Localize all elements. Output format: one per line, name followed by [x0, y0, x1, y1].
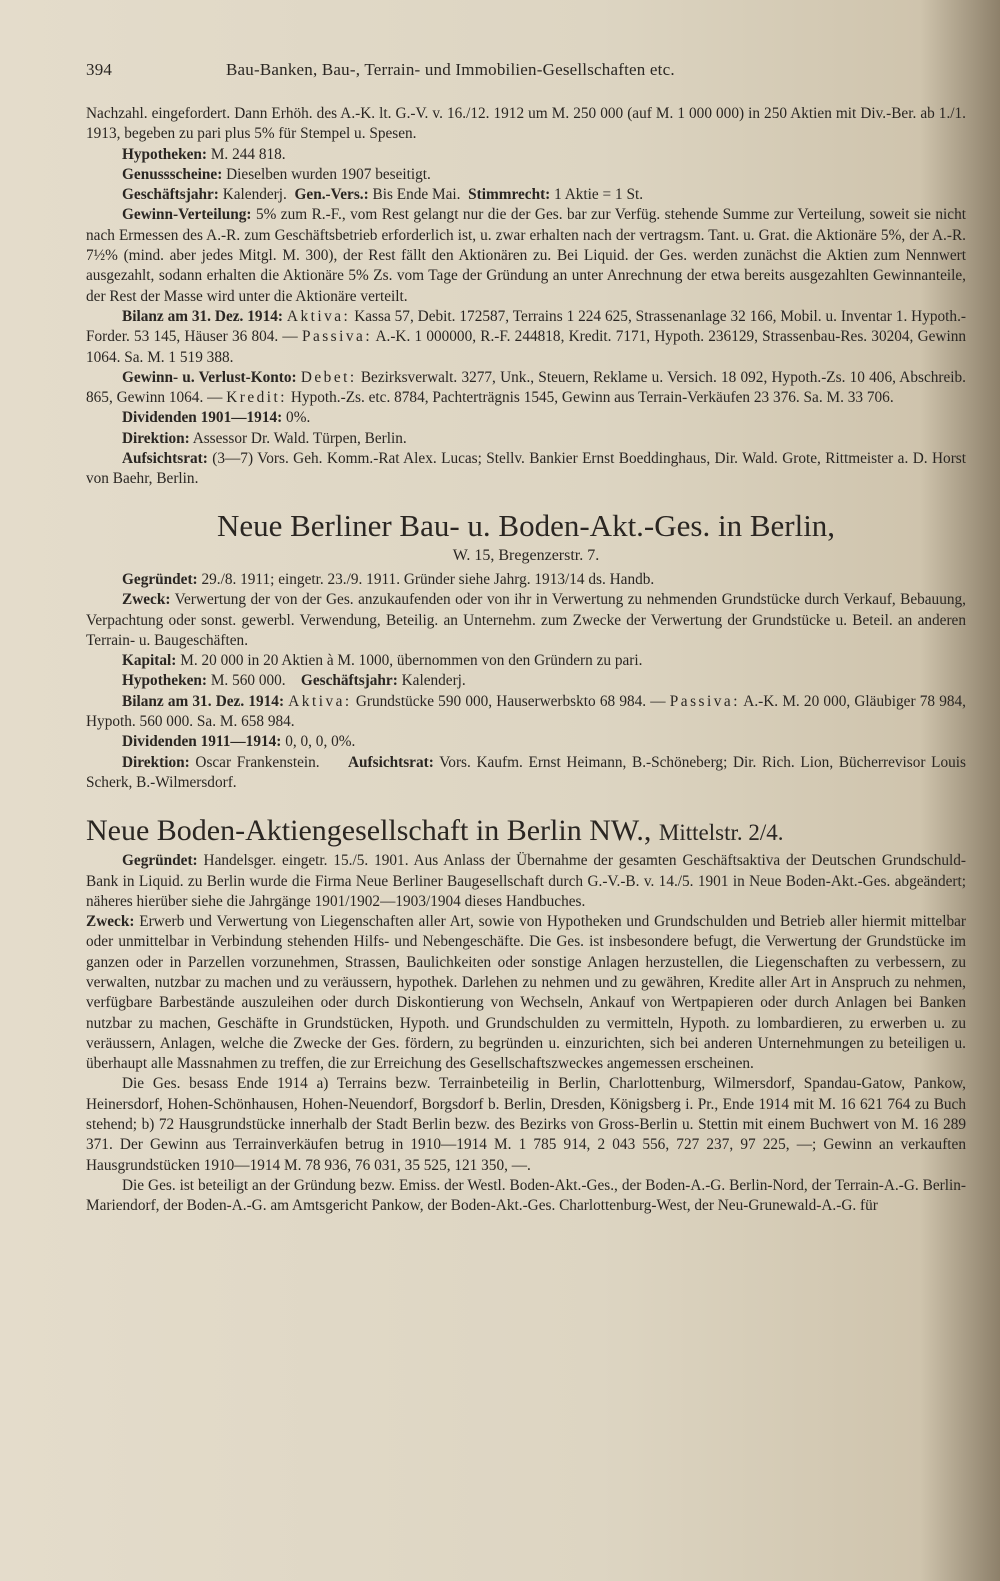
entry2-hypotheken	[86, 671, 966, 691]
entry1-gewinn-verteilung	[86, 205, 966, 306]
label: Aufsichtsrat:	[122, 450, 208, 468]
entry1-genussscheine	[86, 165, 966, 185]
label: Gegründet:	[122, 852, 198, 870]
value: 1 Aktie = 1 St.	[554, 186, 644, 204]
label: Geschäftsjahr:	[122, 186, 219, 204]
entry2-zweck	[86, 590, 966, 651]
label: Kapital:	[122, 652, 177, 670]
value: Bis Ende Mai.	[372, 186, 461, 204]
entry2-title: Neue Berliner Bau- u. Boden-Akt.-Ges. in Berlin,	[216, 507, 836, 543]
label: Stimmrecht:	[468, 186, 551, 204]
entry3-beteiligungen: Die Ges. ist beteiligt an der Gründung bezw. Emiss. der Westl. Boden-Akt.-Ges., der Boden-A.-G. Berlin-Nord, der Terrain-A.-G. Berlin-Mariendorf, der Boden-A.-G. am Amtsgericht Pankow, der Boden-Akt.-Ges. Charlottenburg-West, der Neu-Grunewald-A.-G. für	[86, 1176, 966, 1215]
label: Zweck:	[122, 591, 171, 609]
label: Hypotheken:	[122, 145, 207, 163]
entry3-besitz: Die Ges. besass Ende 1914 a) Terrains bezw. Terrainbeteilig in Berlin, Charlottenburg, Wilmersdorf, Spandau-Gatow, Pankow, Heinersdorf, Hohen-Schönhausen, Hohen-Neuendorf, Borgsdorf b. Berlin, Dresden, Königsberg i. Pr., Ende 1914 mit M. 16 621 764 zu Buch stehend; b) 72 Hausgrundstücke innerhalb der Stadt Berlin bezw. des Bezirks von Gross-Berlin u. Stettin mit einem Buchwert von M. 16 289 371. Der Gewinn aus Terrainverkäufen betrug in 1910—1914 M. 1 785 914, 2 043 556, 727 237, 97 225, —; Gewinn an verkauften Hausgrundstücken 1910—1914 M. 78 936, 76 031, 35 525, 121 350, —.	[86, 1075, 966, 1174]
entry3-zweck	[86, 912, 966, 1074]
kredit-label: Kredit:	[226, 389, 288, 407]
value: Erwerb und Verwertung von Liegenschaften aller Art, sowie von Hypotheken und Grundschulden und Betrieb aller hiermit mittelbar oder unmittelbar in Verbindung stehenden Hilfs- und Nebengeschäfte. Die Ges. ist insbesondere befugt, die Verwertung der Grundstücke im ganzen oder in Parzellen vorzunehmen, Strassen, Baulichkeiten oder sonstige Anlagen herzustellen, die Liegenschaften zu verbessern, zu verwalten, nutzbar zu machen und zu veräussern, hypothek. Darlehen zu nehmen und zu gewähren, Kredite aller Art in Anspruch zu nehmen, verfügbare Barbestände auszuleihen oder durch Diskontierung von Wechseln, Ankauf von Wertpapieren oder durch Anlagen bei Banken nutzbar zu machen, Geschäfte in Grundstücken, Hypoth. und Grundschulden zu vermitteln, Hypoth. zu lombardieren, zu erwerben u. zu veräussern, Anlagen, welche die Zwecke der Ges. fördern, zu begründen u. einzurichten, sich bei anderen Unternehmungen zu beteiligen u. überhaupt alle Massnahmen zu treffen, die zur Erreichung des Gesellschaftszweckes angemessen erscheinen.	[86, 913, 966, 1073]
entry1-direktion	[86, 429, 966, 449]
entry3-title-main: Neue Boden-Aktiengesellschaft in Berlin NW.,	[86, 814, 652, 848]
passiva-text: A.-K. M. 20 000, Gläubiger 78 984, Hypoth. 560 000. Sa. M. 658 984.	[86, 692, 966, 731]
aktiva-text: Grundstücke 590 000, Hauserwerbskto 68 984. —	[355, 692, 666, 710]
label: Aufsichtsrat:	[347, 753, 434, 771]
page-number: 394	[86, 60, 113, 79]
label: Gewinn-Verteilung:	[122, 206, 252, 224]
passiva-label: Passiva:	[301, 328, 373, 346]
label: Gegründet:	[122, 570, 198, 588]
value: M. 560 000.	[210, 672, 286, 690]
entry2-bilanz	[86, 692, 966, 733]
entry2-gegruendet	[86, 570, 966, 590]
value: Verwertung der von der Ges. anzukaufenden oder von ihr in Verwertung zu nehmenden Grundstücke durch Verkauf, Bebauung, Verpachtung oder sonst. gewerbl. Verwendung, Beteilig. an Unternehm. zum Zwecke der Verwertung der Grundstücke u. Beteil. an anderen Terrain- u. Baugeschäften.	[86, 591, 966, 649]
entry1-geschaeftsjahr	[86, 185, 966, 205]
value: 5% zum R.-F., vom Rest gelangt nur die der Ges. bar zur Verfüg. stehende Summe zur Verteilung, soweit sie nicht nach Ermessen des A.-R. zum Geschäftsbetrieb erforderlich ist, u. zwar erhalten nach der vertragsm. Tant. u. Grat. die Aktionäre 5%, der A.-R. 7½% (mind. aber jedes Mitgl. M. 300), der Rest fällt den Aktionären zu. Bei Liquid. der Ges. werden zunächst die Aktien zum Nennwert ausgezahlt, sodann erhalten die Aktionäre 5% Zs. vom Tage der Gründung an unter Anrechnung der etwa bereits ausgezahlten Gewinnanteile, der Rest der Masse wird unter die Aktionäre verteilt.	[86, 206, 966, 305]
value: M. 20 000 in 20 Aktien à M. 1000, übernommen von den Gründern zu pari.	[180, 652, 643, 670]
value: Kalenderj.	[222, 186, 287, 204]
label: Dividenden 1911—1914:	[122, 733, 282, 751]
value: Assessor Dr. Wald. Türpen, Berlin.	[192, 429, 407, 447]
label: Dividenden 1901—1914:	[122, 409, 283, 427]
running-title: Bau-Banken, Bau-, Terrain- und Immobilien-Gesellschaften etc.	[226, 60, 675, 79]
entry1-bilanz	[86, 307, 966, 368]
aktiva-label: Aktiva:	[286, 307, 351, 325]
value: Kalenderj.	[401, 672, 466, 690]
value: Vors. Kaufm. Ernst Heimann, B.-Schöneberg; Dir. Rich. Lion, Bücherrevisor Louis Scherk, B.-Wilmersdorf.	[86, 753, 966, 791]
entry2-address: W. 15, Bregenzerstr. 7.	[452, 546, 600, 564]
debet-text: Bezirksverwalt. 3277, Unk., Steuern, Reklame u. Versich. 18 092, Hypoth.-Zs. 10 406, Abschreib. 865, Gewinn 1064. —	[86, 368, 966, 407]
debet-label: Debet:	[300, 368, 357, 386]
entry2-kapital	[86, 651, 966, 671]
kredit-text: Hypoth.-Zs. etc. 8784, Pachterträgnis 1545, Gewinn aus Terrain-Verkäufen 23 376. Sa. M. 33 706.	[290, 389, 894, 407]
entry1-hypotheken	[86, 145, 966, 165]
entry1-capital-text: Nachzahl. eingefordert. Dann Erhöh. des A.-K. lt. G.-V. v. 16./12. 1912 um M. 250 000 (auf M. 1 000 000) in 250 Aktien mit Div.-Ber. ab 1./1. 1913, begeben zu pari plus 5% für Stempel u. Spesen.	[86, 105, 966, 143]
label: Direktion:	[122, 429, 190, 447]
passiva-text: A.-K. 1 000000, R.-F. 244818, Kredit. 7171, Hypoth. 236129, Strassenbau-Res. 30204, Gewinn 1064. Sa. M. 1 519 388.	[86, 328, 966, 366]
value: 29./8. 1911; eingetr. 23./9. 1911. Gründer siehe Jahrg. 1913/14 ds. Handb.	[201, 570, 655, 588]
value: M. 244 818.	[210, 145, 286, 163]
aktiva-label: Aktiva:	[288, 692, 352, 710]
page-content	[86, 60, 966, 1217]
value: Handelsger. eingetr. 15./5. 1901. Aus Anlass der Übernahme der gesamten Geschäftsaktiva der Deutschen Grundschuld-Bank in Liquid. zu Berlin wurde die Firma Neue Berliner Baugesellschaft durch G.-V.-B. v. 14./5. 1901 in Neue Boden-Akt.-Ges. abgeändert; näheres hierüber siehe die Jahrgänge 1901/1902—1903/1904 dieses Handbuches.	[86, 852, 966, 910]
entry1-dividenden	[86, 408, 966, 428]
entry2-dividenden	[86, 732, 966, 752]
label: Genussscheine:	[122, 165, 223, 183]
passiva-label: Passiva:	[669, 692, 740, 710]
aktiva-text: Kassa 57, Debit. 172587, Terrains 1 224 625, Strassenanlage 32 166, Mobil. u. Inventar 1. Hypoth.-Forder. 53 145, Häuser 36 804. —	[86, 307, 966, 346]
label: Bilanz am 31. Dez. 1914:	[122, 692, 285, 710]
entry2-direktion	[86, 753, 966, 794]
value: Dieselben wurden 1907 beseitigt.	[226, 165, 431, 183]
value: Oscar Frankenstein.	[195, 753, 320, 771]
value: 0%.	[286, 409, 311, 427]
value: 0, 0, 0, 0%.	[285, 733, 356, 751]
entry3-title	[86, 813, 966, 851]
entry3-gegruendet	[86, 851, 966, 912]
running-header	[86, 60, 966, 104]
label: Gewinn- u. Verlust-Konto:	[122, 368, 297, 386]
label: Zweck:	[86, 913, 135, 931]
entry3-title-address: Mittelstr. 2/4.	[658, 820, 784, 846]
label: Bilanz am 31. Dez. 1914:	[122, 307, 283, 325]
entry1-guv	[86, 368, 966, 409]
label: Direktion:	[122, 753, 190, 771]
label: Geschäftsjahr:	[300, 672, 398, 690]
label: Gen.-Vers.:	[294, 186, 369, 204]
label: Hypotheken:	[122, 672, 207, 690]
entry1-aufsichtsrat	[86, 449, 966, 490]
value: (3—7) Vors. Geh. Komm.-Rat Alex. Lucas; Stellv. Bankier Ernst Boeddinghaus, Dir. Wald. Grote, Rittmeister a. D. Horst von Baehr, Berlin.	[86, 450, 966, 488]
